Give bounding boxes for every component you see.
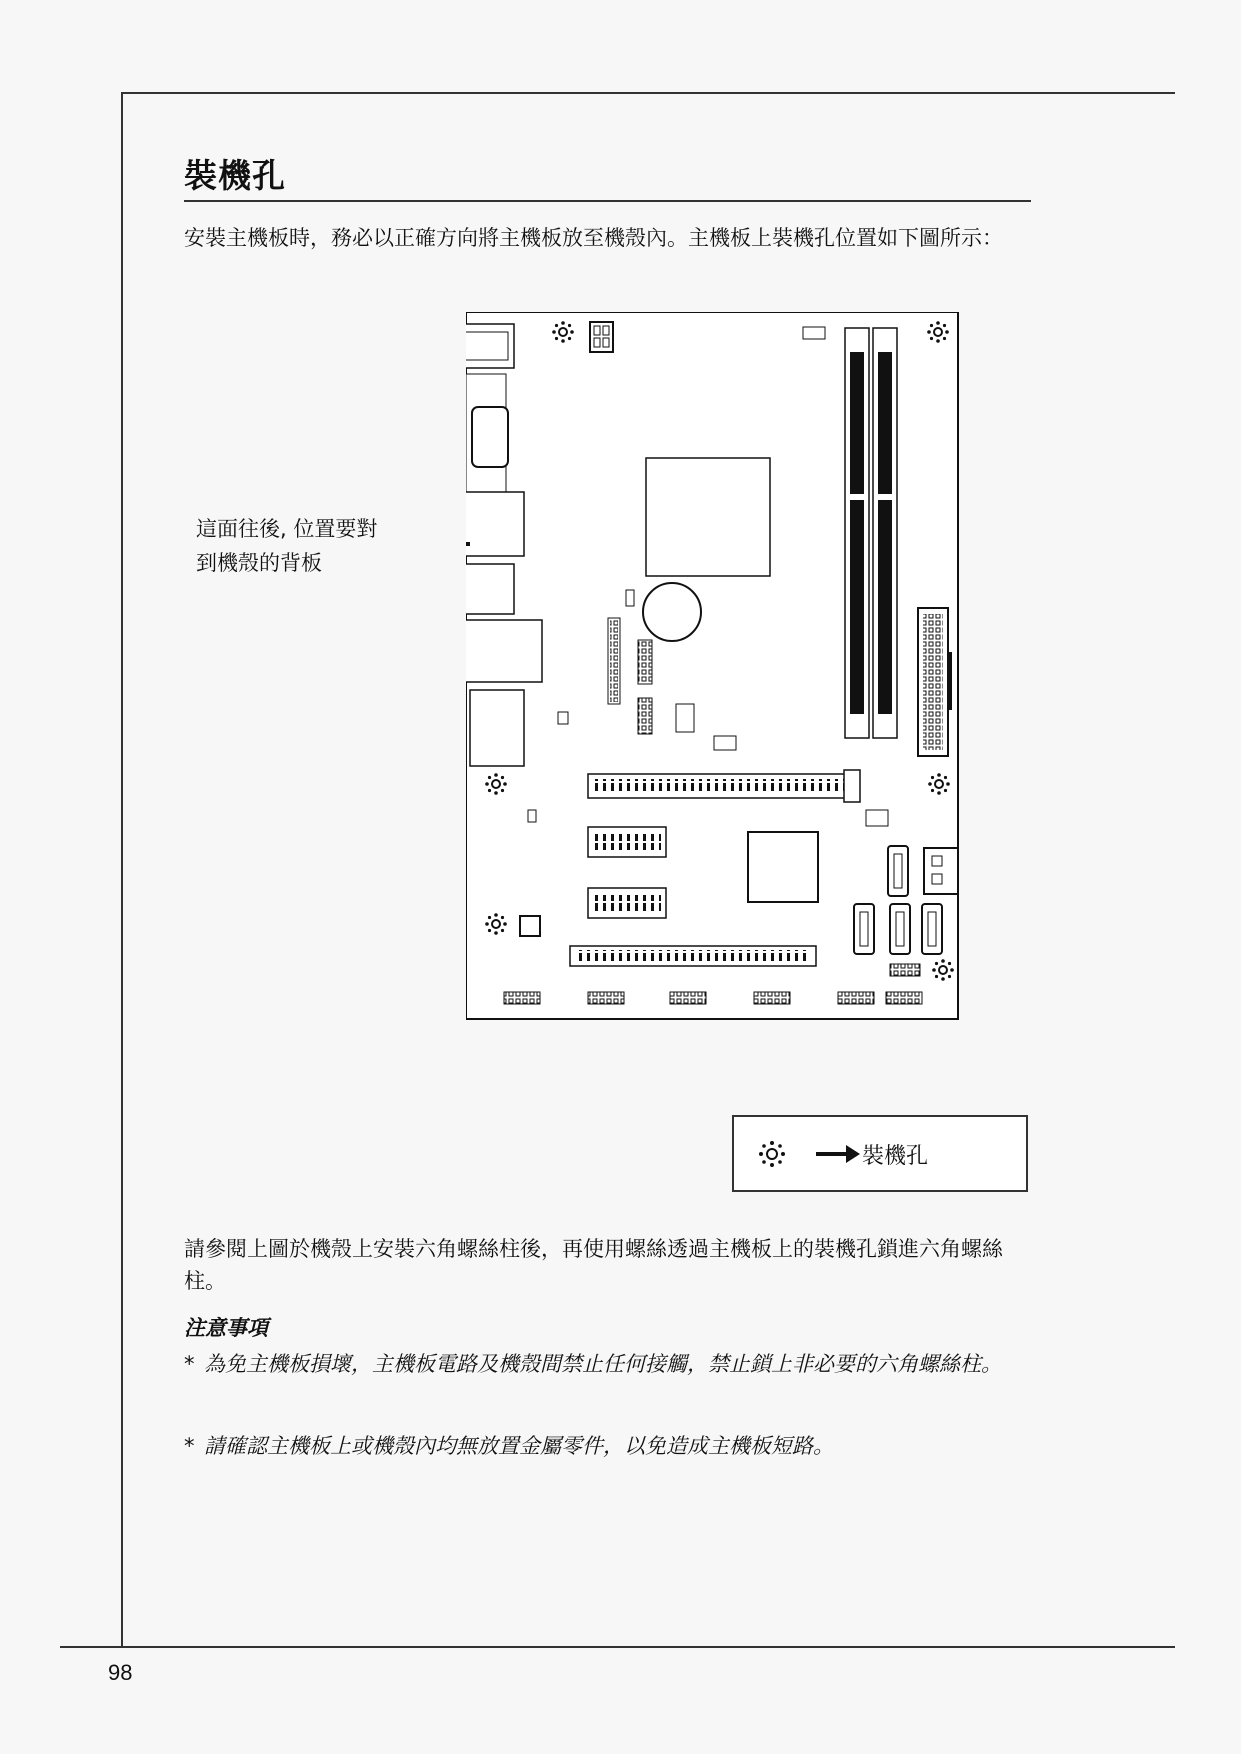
intro-paragraph: 安裝主機板時，務必以正確方向將主機板放至機殼內。主機板上裝機孔位置如下圖所示： <box>184 226 1003 250</box>
legend-graphic <box>754 1137 864 1171</box>
mounting-hole-icon <box>927 321 949 343</box>
notice-item <box>184 1348 1024 1380</box>
mounting-hole-icon <box>759 1141 785 1167</box>
mounting-hole-icon <box>932 959 954 981</box>
mounting-hole-icon <box>485 773 507 795</box>
notice-heading: 注意事項 <box>184 1316 268 1340</box>
legend-box <box>732 1115 1028 1192</box>
mounting-hole-icon <box>928 773 950 795</box>
frame-bottom-rule <box>60 1646 1175 1648</box>
bullet-marker: * <box>184 1352 195 1376</box>
notice-text: 為免主機板損壞，主機板電路及機殼間禁止任何接觸，禁止鎖上非必要的六角螺絲柱。 <box>204 1352 1002 1376</box>
arrow-right-icon <box>816 1145 860 1163</box>
io-side-note: 這面往後, 位置要對到機殼的背板 <box>196 517 378 575</box>
mounting-hole-icon <box>552 321 574 343</box>
bullet-marker: * <box>184 1434 195 1458</box>
motherboard-diagram <box>466 312 959 1020</box>
frame-left-rule <box>121 92 123 1647</box>
notice-item <box>184 1430 1024 1462</box>
notice-text: 請確認主機板上或機殼內均無放置金屬零件，以免造成主機板短路。 <box>204 1434 834 1458</box>
frame-top-rule <box>121 92 1175 94</box>
mounting-hole-icon <box>485 913 507 935</box>
page-title: 裝機孔 <box>184 156 286 195</box>
instructions-paragraph: 請參閱上圖於機殼上安裝六角螺絲柱後，再使用螺絲透過主機板上的裝機孔鎖進六角螺絲柱。 <box>184 1237 1003 1293</box>
title-underline <box>184 200 1031 202</box>
legend-label: 裝機孔 <box>862 1144 929 1169</box>
page-number: 98 <box>108 1660 133 1685</box>
